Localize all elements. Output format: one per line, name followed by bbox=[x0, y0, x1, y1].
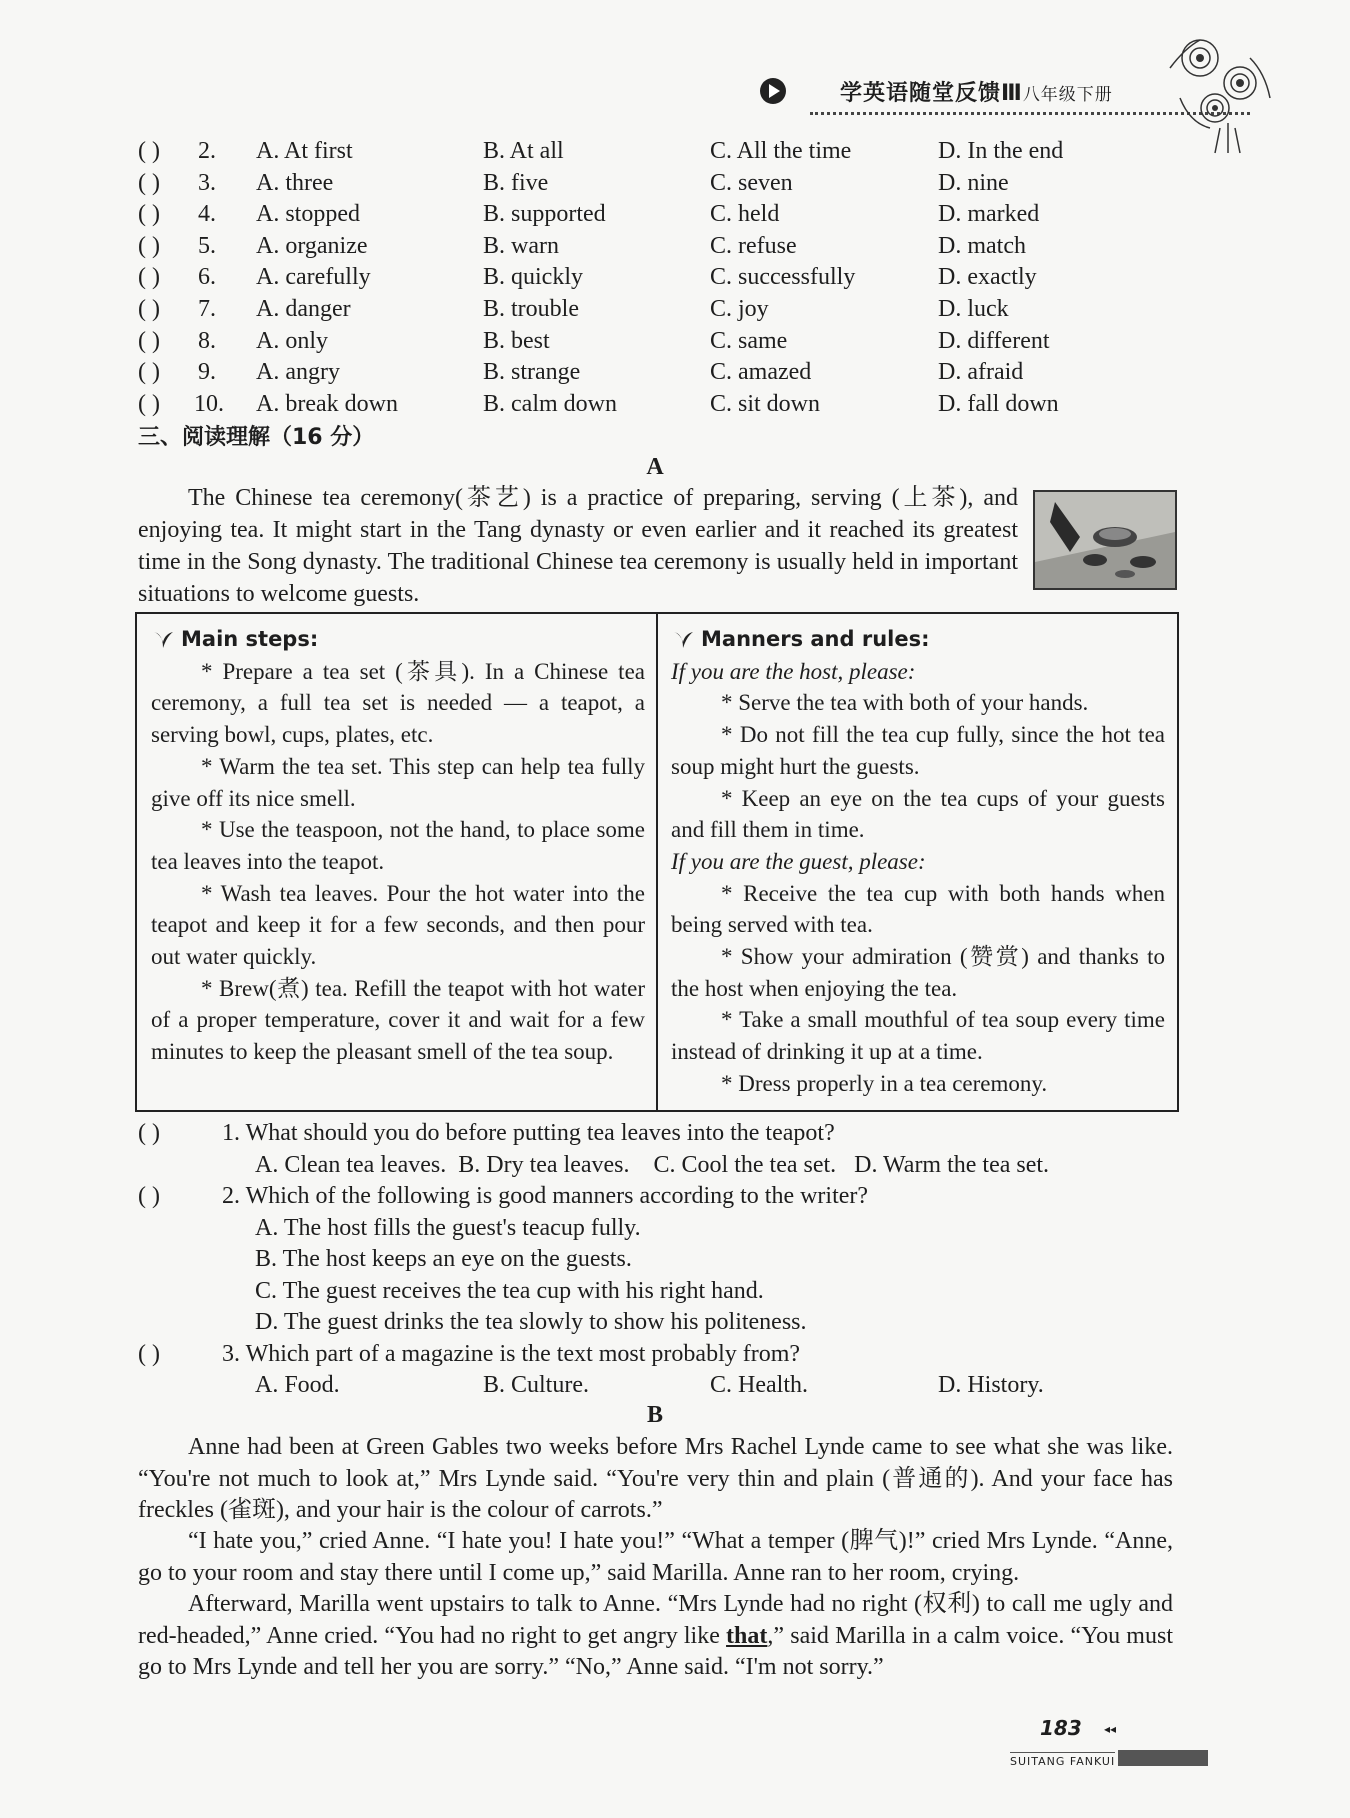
question-number: 2. bbox=[198, 138, 216, 164]
option-row bbox=[138, 262, 1138, 292]
option-a: A. stopped bbox=[256, 201, 360, 228]
option-d: D. match bbox=[938, 232, 1026, 259]
option-b: B. five bbox=[483, 169, 549, 196]
question-2-option-d: D. The guest drinks the tea slowly to show his politeness. bbox=[255, 1309, 807, 1335]
rule-item: * Do not fill the tea cup fully, since the hot tea soup might hurt the guests. bbox=[671, 722, 1165, 779]
option-d: D. marked bbox=[938, 201, 1040, 228]
answer-blank[interactable]: ( ) bbox=[138, 138, 160, 164]
tea-ceremony-image bbox=[1033, 490, 1177, 590]
question-number: 5. bbox=[198, 232, 216, 259]
main-steps-heading: Main steps: bbox=[151, 624, 645, 656]
manners-column bbox=[671, 624, 1165, 1100]
option-c: C. amazed bbox=[710, 359, 812, 386]
option-d: D. nine bbox=[938, 169, 1009, 196]
rule-item: * Receive the tea cup with both hands when being served with tea. bbox=[671, 880, 1165, 938]
option-a: A. At first bbox=[256, 138, 353, 164]
footer-logo bbox=[1118, 1750, 1208, 1766]
passage-a-intro: The Chinese tea ceremony(茶艺) is a practice of preparing, serving (上茶), and enjoying tea. It might start in the Tang dynasty or even earlier and it reached its greatest time in the Song dynasty. The traditional Chinese tea ceremony is usually held in important situations to welcome guests. bbox=[138, 485, 1018, 607]
leaf-icon bbox=[671, 628, 695, 652]
option-row bbox=[138, 168, 1138, 198]
option-a: A. break down bbox=[256, 390, 398, 417]
guest-label: If you are the guest, please: bbox=[671, 848, 926, 874]
question-2-option-b: B. The host keeps an eye on the guests. bbox=[255, 1246, 632, 1272]
question-3: 3. Which part of a magazine is the text most probably from? bbox=[222, 1341, 801, 1367]
option-d: D. luck bbox=[938, 296, 1009, 322]
option-row bbox=[138, 199, 1138, 229]
question-number: 6. bbox=[198, 264, 216, 291]
box-divider bbox=[656, 614, 658, 1110]
host-label: If you are the host, please: bbox=[671, 658, 916, 684]
step-item: * Use the teaspoon, not the hand, to place some tea leaves into the teapot. bbox=[151, 817, 645, 874]
option-a: A. only bbox=[256, 327, 328, 354]
option-b: B. warn bbox=[483, 232, 559, 259]
option-c: C. joy bbox=[710, 296, 769, 322]
main-steps-column bbox=[151, 624, 645, 1068]
question-3-option-b: B. Culture. bbox=[483, 1372, 589, 1398]
option-d: D. exactly bbox=[938, 264, 1037, 291]
flower-decoration-icon bbox=[1140, 28, 1290, 158]
question-number: 3. bbox=[198, 169, 216, 196]
section-title: 三、阅读理解（16 分） bbox=[138, 425, 375, 450]
question-3-option-c: C. Health. bbox=[710, 1372, 808, 1398]
step-item: * Warm the tea set. This step can help tea fully give off its nice smell. bbox=[151, 753, 645, 811]
play-icon bbox=[760, 78, 786, 104]
option-d: D. different bbox=[938, 327, 1050, 354]
option-d: D. In the end bbox=[938, 138, 1064, 164]
rule-item: * Keep an eye on the tea cups of your guests and fill them in time. bbox=[671, 785, 1165, 843]
step-item: * Prepare a tea set (茶具). In a Chinese tea ceremony, a full tea set is needed — a teapot, a serving bowl, cups, plates, etc. bbox=[151, 658, 645, 748]
rule-item: * Serve the tea with both of your hands. bbox=[721, 690, 1089, 716]
question-number: 10. bbox=[194, 390, 224, 417]
option-a: A. danger bbox=[256, 296, 351, 322]
option-c: C. same bbox=[710, 327, 788, 354]
answer-blank[interactable]: ( ) bbox=[138, 1120, 160, 1146]
leaf-icon bbox=[151, 628, 175, 652]
option-c: C. successfully bbox=[710, 264, 856, 291]
option-b: B. best bbox=[483, 327, 550, 354]
question-2-option-c: C. The guest receives the tea cup with his right hand. bbox=[255, 1278, 764, 1304]
answer-blank[interactable]: ( ) bbox=[138, 1341, 160, 1367]
option-row bbox=[138, 294, 1138, 324]
option-row bbox=[138, 136, 1138, 166]
option-row bbox=[138, 326, 1138, 356]
option-a: A. angry bbox=[256, 359, 340, 386]
option-a: A. carefully bbox=[256, 264, 371, 291]
option-b: B. quickly bbox=[483, 264, 583, 291]
footer-brand: SUITANG FANKUI bbox=[1010, 1752, 1115, 1768]
option-c: C. seven bbox=[710, 169, 793, 196]
option-a: A. three bbox=[256, 169, 334, 196]
rule-item: * Take a small mouthful of tea soup every time instead of drinking it up at a time. bbox=[671, 1007, 1165, 1065]
answer-blank[interactable]: ( ) bbox=[138, 359, 160, 386]
option-row bbox=[138, 389, 1138, 419]
manners-heading: Manners and rules: bbox=[671, 624, 1165, 656]
passage-a-label: A bbox=[646, 454, 664, 480]
option-b: B. supported bbox=[483, 201, 606, 228]
arrow-icon: ◂◂ bbox=[1104, 1722, 1117, 1736]
passage-b-p3: Afterward, Marilla went upstairs to talk to Anne. “Mrs Lynde had no right (权利) to call me ugly and red-headed,” Anne cried. “You had no right to get angry like that,” said Marilla in a calm voice. “You must go to Mrs Lynde and tell her you are sorry.” “No,” Anne said. “I'm not sorry.” bbox=[138, 1591, 1173, 1680]
passage-b-p1: Anne had been at Green Gables two weeks before Mrs Rachel Lynde came to see what she was like. “You're not much to look at,” Mrs Lynde said. “You're very thin and plain (普通的). And your face has freckles (雀斑), and your hair is the colour of carrots.” bbox=[138, 1434, 1173, 1523]
rule-item: * Show your admiration (赞赏) and thanks to the host when enjoying the tea. bbox=[671, 944, 1165, 1001]
step-item: * Brew(煮) tea. Refill the teapot with hot water of a proper temperature, cover it and wait for a few minutes to keep the pleasant smell of the tea soup. bbox=[151, 975, 645, 1065]
step-item: * Wash tea leaves. Pour the hot water into the teapot and keep it for a few seconds, and then pour out water quickly. bbox=[151, 880, 645, 970]
book-title: 学英语随堂反馈Ⅲ八年级下册 bbox=[840, 81, 1113, 106]
answer-blank[interactable]: ( ) bbox=[138, 169, 160, 196]
question-number: 9. bbox=[198, 359, 216, 386]
answer-blank[interactable]: ( ) bbox=[138, 296, 160, 322]
option-c: C. refuse bbox=[710, 232, 797, 259]
option-c: C. All the time bbox=[710, 138, 852, 164]
option-c: C. sit down bbox=[710, 390, 821, 417]
option-row bbox=[138, 231, 1138, 261]
rule-item: * Dress properly in a tea ceremony. bbox=[721, 1070, 1048, 1096]
answer-blank[interactable]: ( ) bbox=[138, 232, 160, 259]
question-2-option-a: A. The host fills the guest's teacup fully. bbox=[255, 1215, 641, 1241]
option-b: B. At all bbox=[483, 138, 564, 164]
option-b: B. strange bbox=[483, 359, 581, 386]
option-a: A. organize bbox=[256, 232, 368, 259]
option-row bbox=[138, 357, 1138, 387]
option-d: D. afraid bbox=[938, 359, 1024, 386]
option-b: B. calm down bbox=[483, 390, 617, 417]
question-3-option-d: D. History. bbox=[938, 1372, 1044, 1398]
answer-blank[interactable]: ( ) bbox=[138, 201, 160, 228]
question-number: 8. bbox=[198, 327, 216, 354]
answer-blank[interactable]: ( ) bbox=[138, 264, 160, 291]
answer-blank[interactable]: ( ) bbox=[138, 1183, 160, 1209]
passage-b-p2: “I hate you,” cried Anne. “I hate you! I hate you!” “What a temper (脾气)!” cried Mrs Lynde. “Anne, go to your room and stay there until I come up,” said Marilla. Anne ran to her room, crying. bbox=[138, 1528, 1173, 1586]
page-number: 183 bbox=[1040, 1716, 1082, 1740]
answer-blank[interactable]: ( ) bbox=[138, 327, 160, 354]
question-number: 7. bbox=[198, 296, 216, 322]
option-d: D. fall down bbox=[938, 390, 1059, 417]
question-1-options: A. Clean tea leaves. B. Dry tea leaves. C. Cool the tea set. D. Warm the tea set. bbox=[255, 1152, 1050, 1178]
passage-b-label: B bbox=[646, 1402, 663, 1428]
answer-blank[interactable]: ( ) bbox=[138, 390, 160, 417]
question-number: 4. bbox=[198, 201, 216, 228]
option-c: C. held bbox=[710, 201, 780, 228]
steps-and-rules-box bbox=[135, 612, 1179, 1112]
option-b: B. trouble bbox=[483, 296, 579, 322]
question-2: 2. Which of the following is good manners according to the writer? bbox=[222, 1183, 869, 1209]
question-1: 1. What should you do before putting tea leaves into the teapot? bbox=[222, 1120, 835, 1146]
question-3-option-a: A. Food. bbox=[255, 1372, 340, 1398]
